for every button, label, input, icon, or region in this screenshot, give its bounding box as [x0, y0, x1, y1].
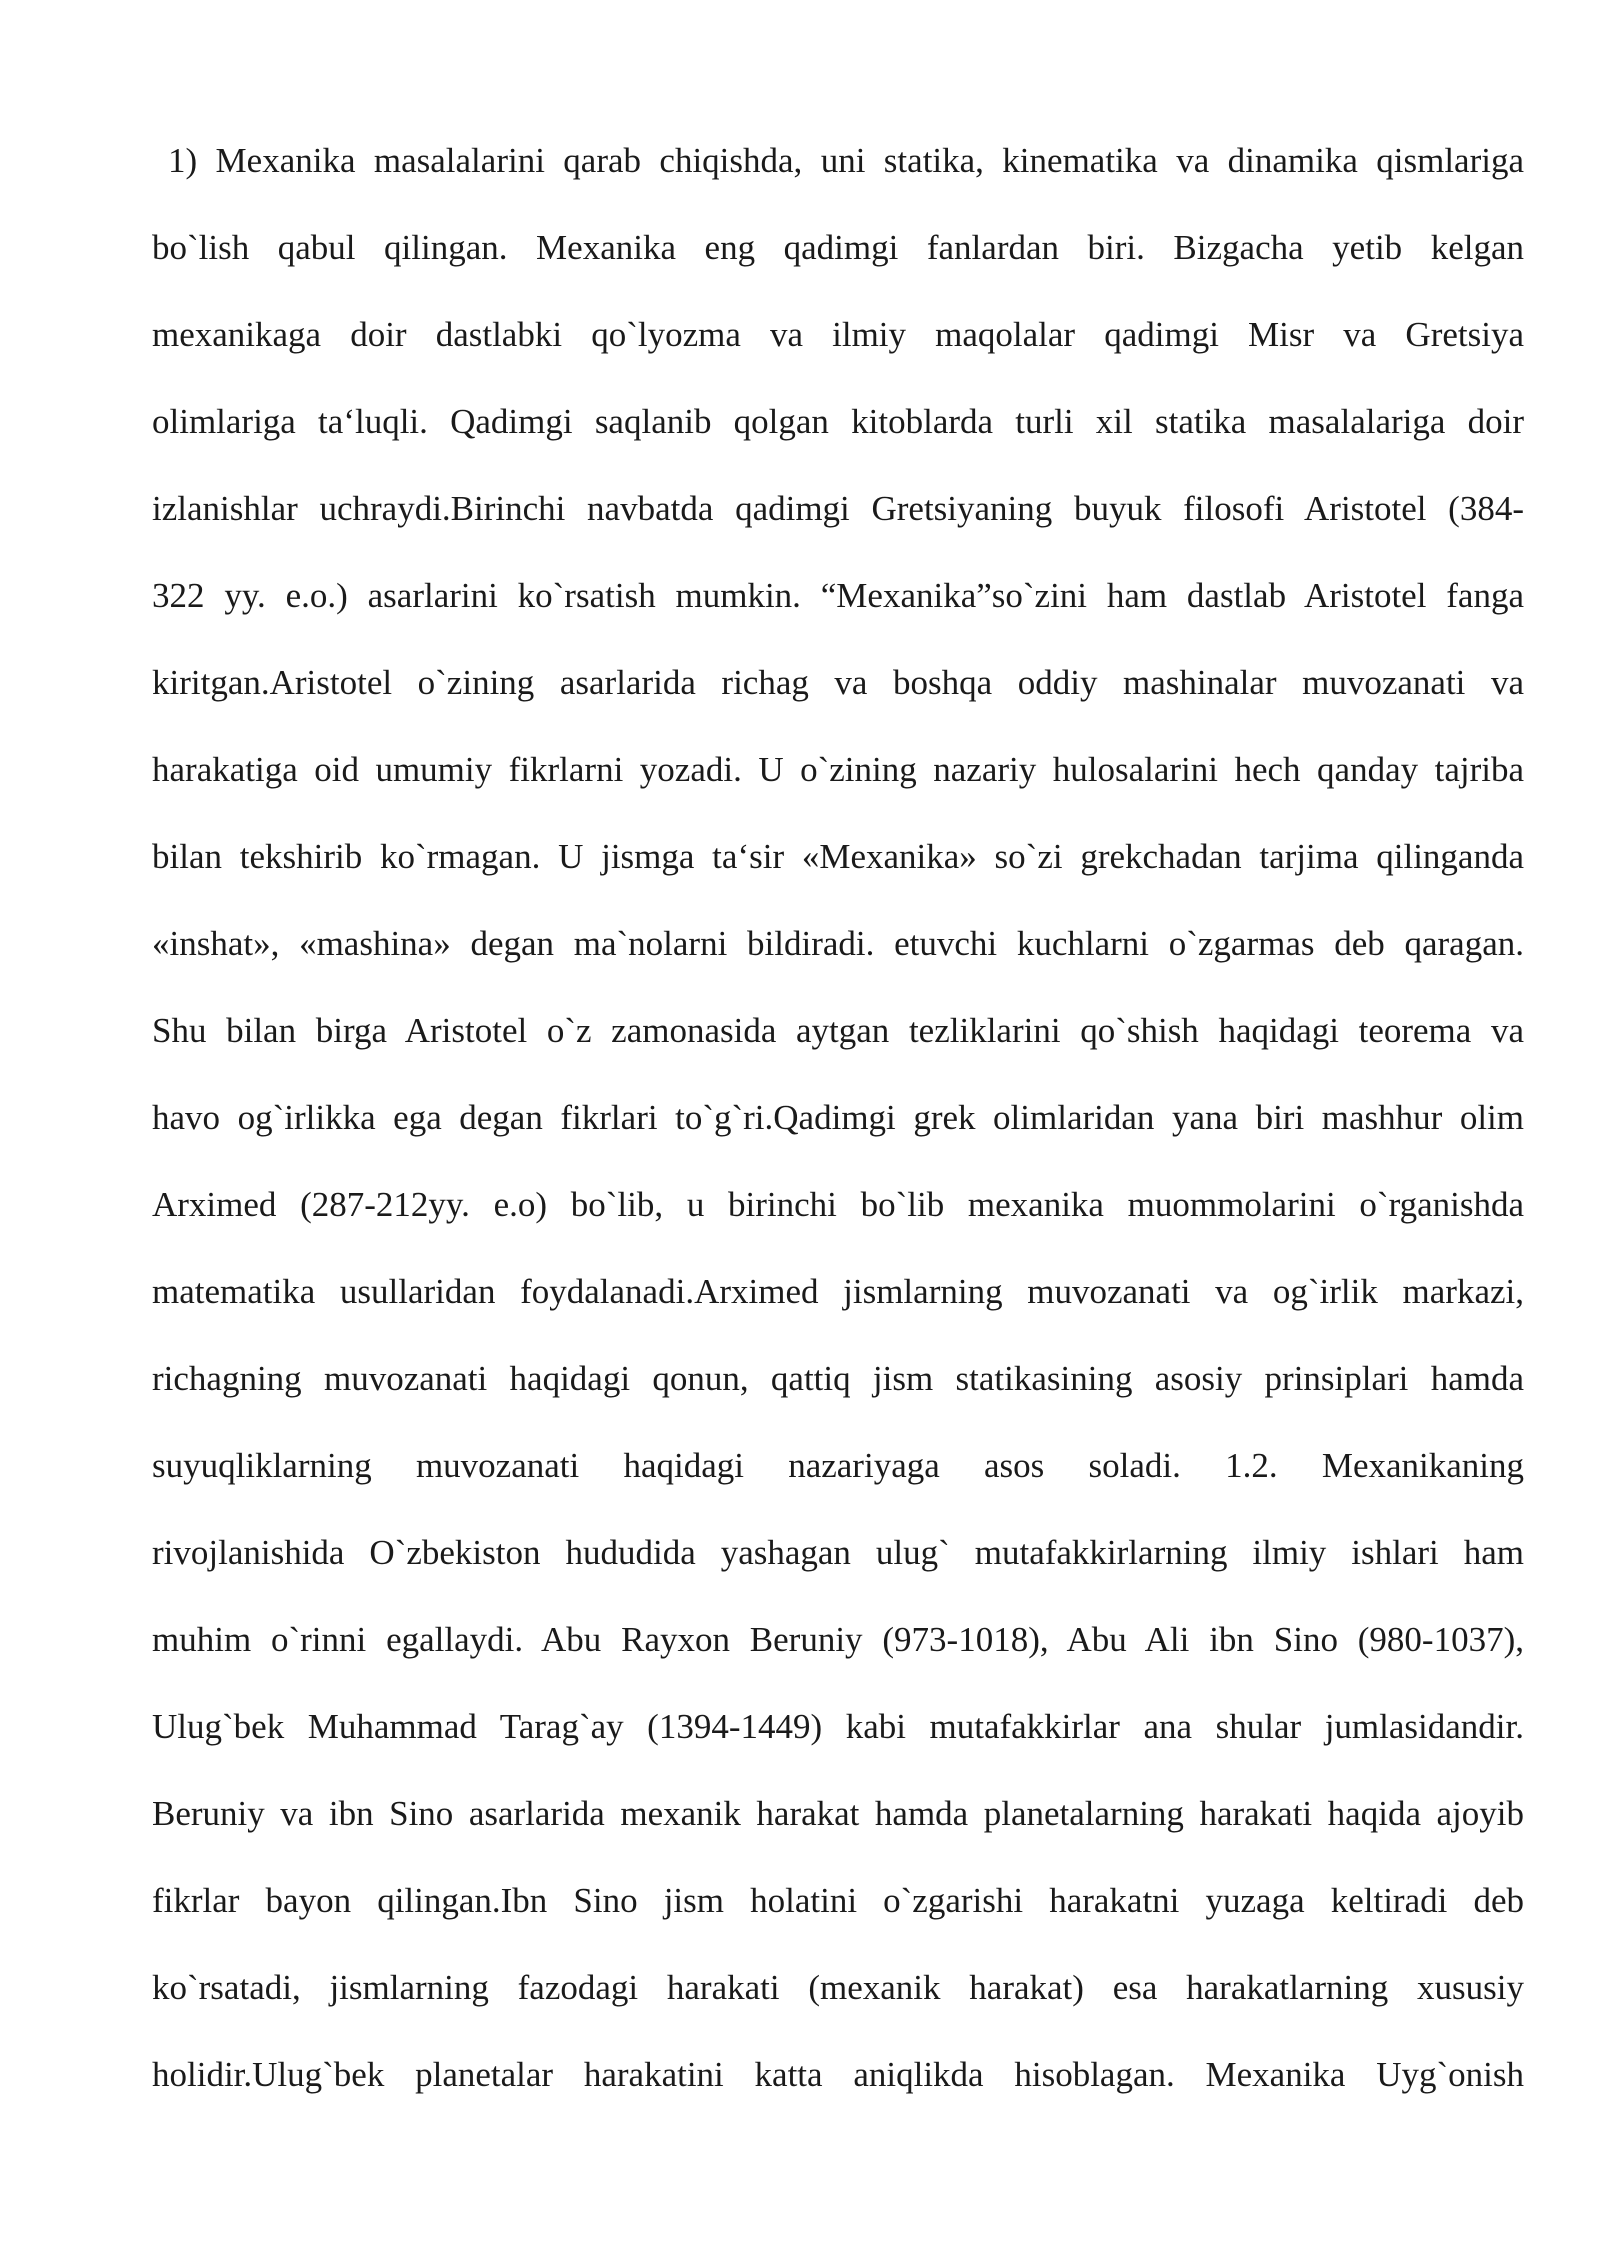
text-line: Arximed (287-212yy. e.o) bo`lib, u birinchi bo`lib mexanika muommolarini o`rganishda: [152, 1185, 1524, 1224]
text-line: fikrlar bayon qilingan.Ibn Sino jism holatini o`zgarishi harakatni yuzaga keltiradi deb: [152, 1881, 1524, 1920]
text-line: ko`rsatadi, jismlarning fazodagi harakati (mexanik harakat) esa harakatlarning xususiy: [152, 1968, 1524, 2007]
text-line: 1) Mexanika masalalarini qarab chiqishda, uni statika, kinematika va dinamika qismlariga: [168, 141, 1524, 180]
text-line: richagning muvozanati haqidagi qonun, qattiq jism statikasining asosiy prinsiplari hamda: [152, 1359, 1524, 1398]
text-line: Beruniy va ibn Sino asarlarida mexanik harakat hamda planetalarning harakati haqida ajoyib: [152, 1794, 1524, 1833]
text-line: izlanishlar uchraydi.Birinchi navbatda qadimgi Gretsiyaning buyuk filosofi Aristotel (384-: [152, 489, 1524, 528]
text-line: suyuqliklarning muvozanati haqidagi nazariyaga asos soladi. 1.2. Mexanikaning: [152, 1446, 1524, 1485]
text-line: Ulug`bek Muhammad Tarag`ay (1394-1449) kabi mutafakkirlar ana shular jumlasidandir.: [152, 1707, 1524, 1746]
text-line: muhim o`rinni egallaydi. Abu Rayxon Beruniy (973-1018), Abu Ali ibn Sino (980-1037),: [152, 1620, 1524, 1659]
text-line: matematika usullaridan foydalanadi.Arximed jismlarning muvozanati va og`irlik markazi,: [152, 1272, 1524, 1311]
text-line: kiritgan.Aristotel o`zining asarlarida richag va boshqa oddiy mashinalar muvozanati va: [152, 663, 1524, 702]
body-paragraph: [152, 130, 1524, 2131]
text-line: bo`lish qabul qilingan. Mexanika eng qadimgi fanlardan biri. Bizgacha yetib kelgan: [152, 228, 1524, 267]
text-line: olimlariga ta‘luqli. Qadimgi saqlanib qolgan kitoblarda turli xil statika masalalariga doir: [152, 402, 1524, 441]
text-line: havo og`irlikka ega degan fikrlari to`g`ri.Qadimgi grek olimlaridan yana biri mashhur olim: [152, 1098, 1524, 1137]
text-line: «inshat», «mashina» degan ma`nolarni bildiradi. etuvchi kuchlarni o`zgarmas deb qaragan.: [152, 924, 1524, 963]
text-line: 322 yy. e.o.) asarlarini ko`rsatish mumkin. “Mexanika”so`zini ham dastlab Aristotel fanga: [152, 576, 1524, 615]
text-line: Shu bilan birga Aristotel o`z zamonasida aytgan tezliklarini qo`shish haqidagi teorema va: [152, 1011, 1524, 1050]
text-line: rivojlanishida O`zbekiston hududida yashagan ulug` mutafakkirlarning ilmiy ishlari ham: [152, 1533, 1524, 1572]
text-line: holidir.Ulug`bek planetalar harakatini katta aniqlikda hisoblagan. Mexanika Uyg`onish: [152, 2055, 1524, 2094]
text-line: mexanikaga doir dastlabki qo`lyozma va ilmiy maqolalar qadimgi Misr va Gretsiya: [152, 315, 1524, 354]
text-line: harakatiga oid umumiy fikrlarni yozadi. U o`zining nazariy hulosalarini hech qanday tajriba: [152, 750, 1524, 789]
text-line: bilan tekshirib ko`rmagan. U jismga ta‘sir «Mexanika» so`zi grekchadan tarjima qilinganda: [152, 837, 1524, 876]
